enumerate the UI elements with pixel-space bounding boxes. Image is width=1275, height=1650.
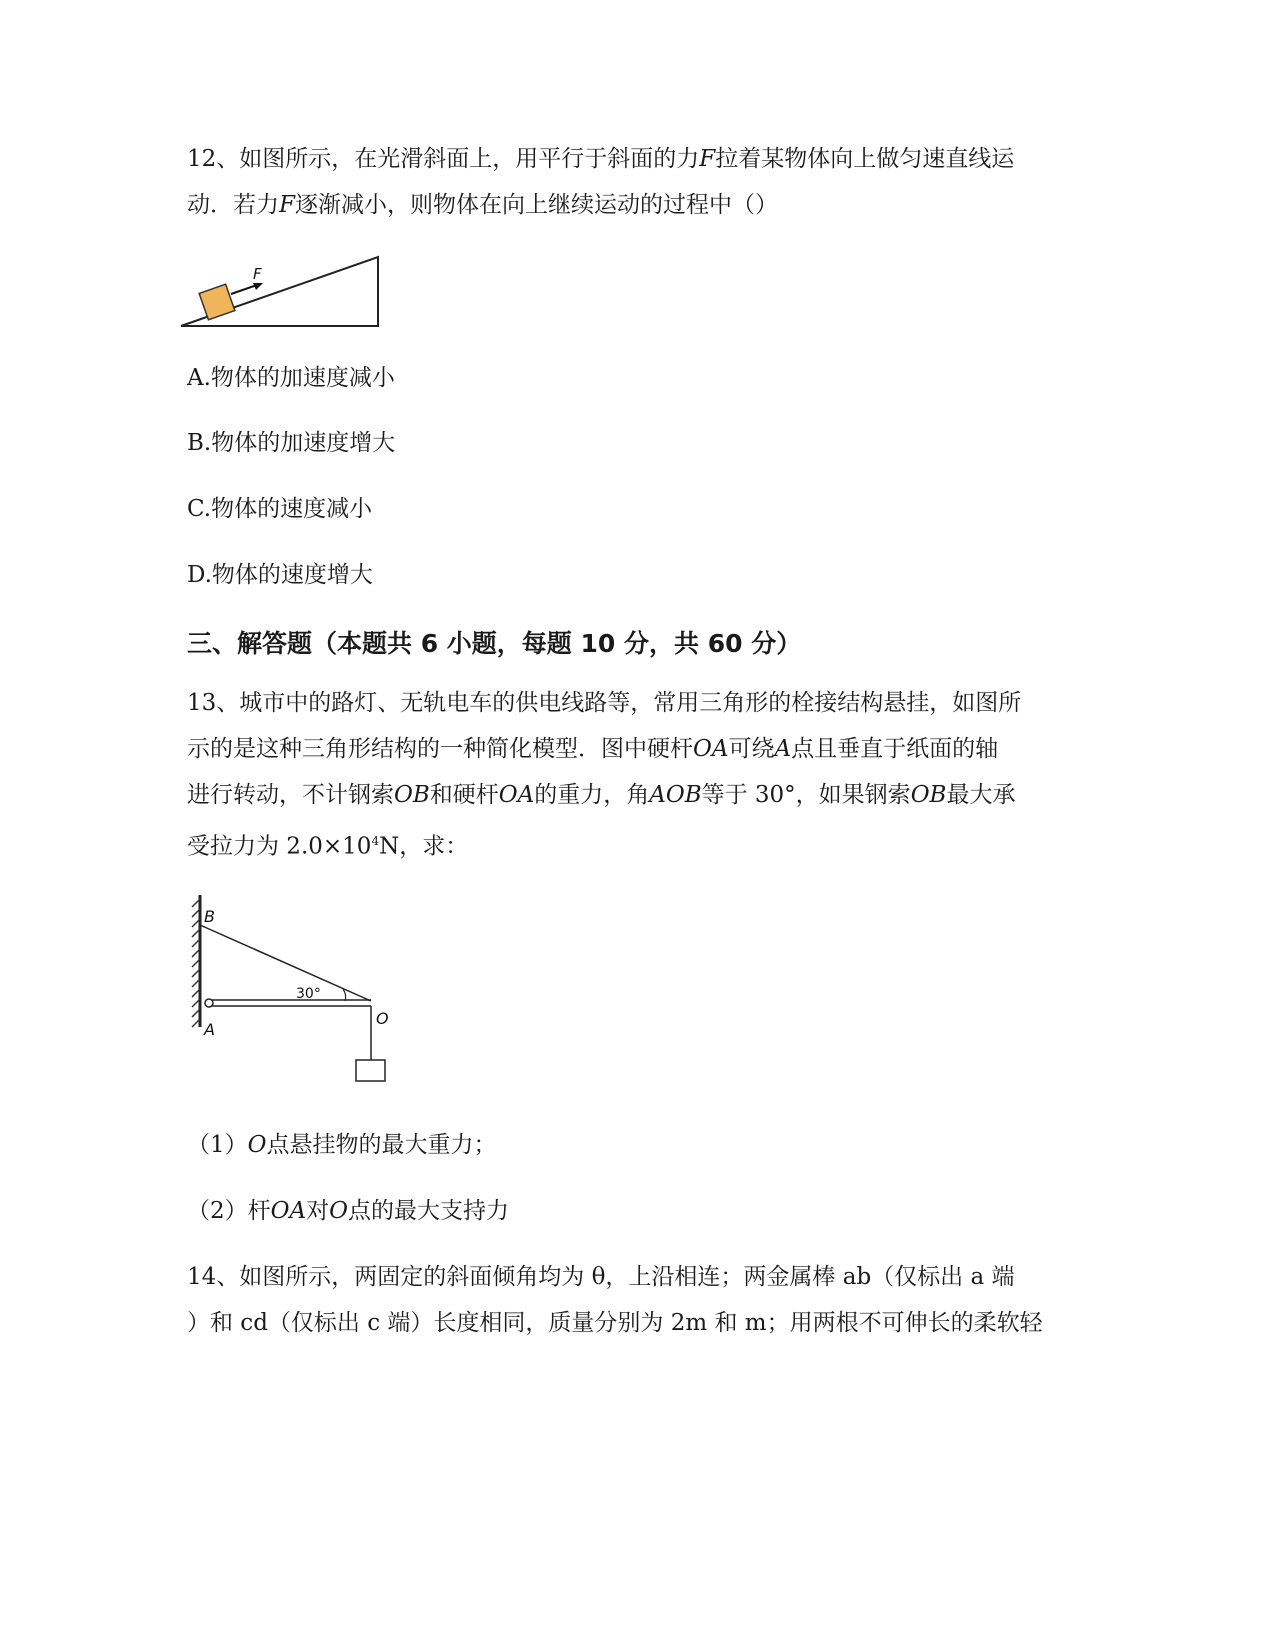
q12-option-a[interactable]: A.物体的加速度减小	[187, 365, 395, 391]
q12-option-c[interactable]: C.物体的速度减小	[187, 496, 373, 522]
q12-option-d[interactable]: D.物体的速度增大	[187, 562, 373, 588]
label-a: A	[204, 1020, 215, 1039]
section-3-heading: 三、解答题（本题共 6 小题，每题 10 分，共 60 分）	[187, 629, 802, 658]
incline-figure	[175, 250, 390, 335]
label-b: B	[204, 907, 215, 926]
q12-text-line-1: 12、如图所示，在光滑斜面上，用平行于斜面的力F拉着某物体向上做匀速直线运	[187, 146, 1015, 172]
force-arrow	[231, 285, 257, 294]
angle-label: 30°	[296, 986, 321, 1002]
q13-subquestion-1: （1）O点悬挂物的最大重力；	[187, 1132, 497, 1158]
q14-text-line-2: ）和 cd（仅标出 c 端）长度相同，质量分别为 2m 和 m；用两根不可伸长的柔软轻	[187, 1310, 1043, 1336]
weight	[356, 1060, 385, 1081]
q12-text-line-2: 动．若力F逐渐减小，则物体在向上继续运动的过程中（）	[187, 192, 778, 218]
q13-text-line-3: 进行转动，不计钢索OB和硬杆OA的重力，角AOB等于 30°，如果钢索OB最大承	[187, 782, 1016, 808]
q13-text-line-1: 13、城市中的路灯、无轨电车的供电线路等，常用三角形的栓接结构悬挂，如图所	[187, 690, 1022, 716]
q12-option-b[interactable]: B.物体的加速度增大	[187, 430, 396, 456]
q13-subquestion-2: （2）杆OA对O点的最大支持力	[187, 1198, 509, 1224]
q13-text-line-4: 受拉力为 $2.0\times 10^4N$，求：	[187, 833, 469, 860]
label-o: O	[376, 1009, 389, 1028]
force-arrowhead	[253, 283, 263, 290]
cable-ob	[200, 925, 371, 1001]
block	[199, 284, 235, 320]
q13-text-line-2: 示的是这种三角形结构的一种简化模型．图中硬杆OA可绕A点且垂直于纸面的轴	[187, 736, 999, 762]
pivot-a	[205, 999, 213, 1007]
q14-text-line-1: 14、如图所示，两固定的斜面倾角均为 θ，上沿相连；两金属棒 ab（仅标出 a 端	[187, 1264, 1015, 1290]
force-label: F	[253, 265, 262, 283]
bracket-figure	[185, 885, 400, 1090]
angle-arc	[343, 989, 346, 1001]
